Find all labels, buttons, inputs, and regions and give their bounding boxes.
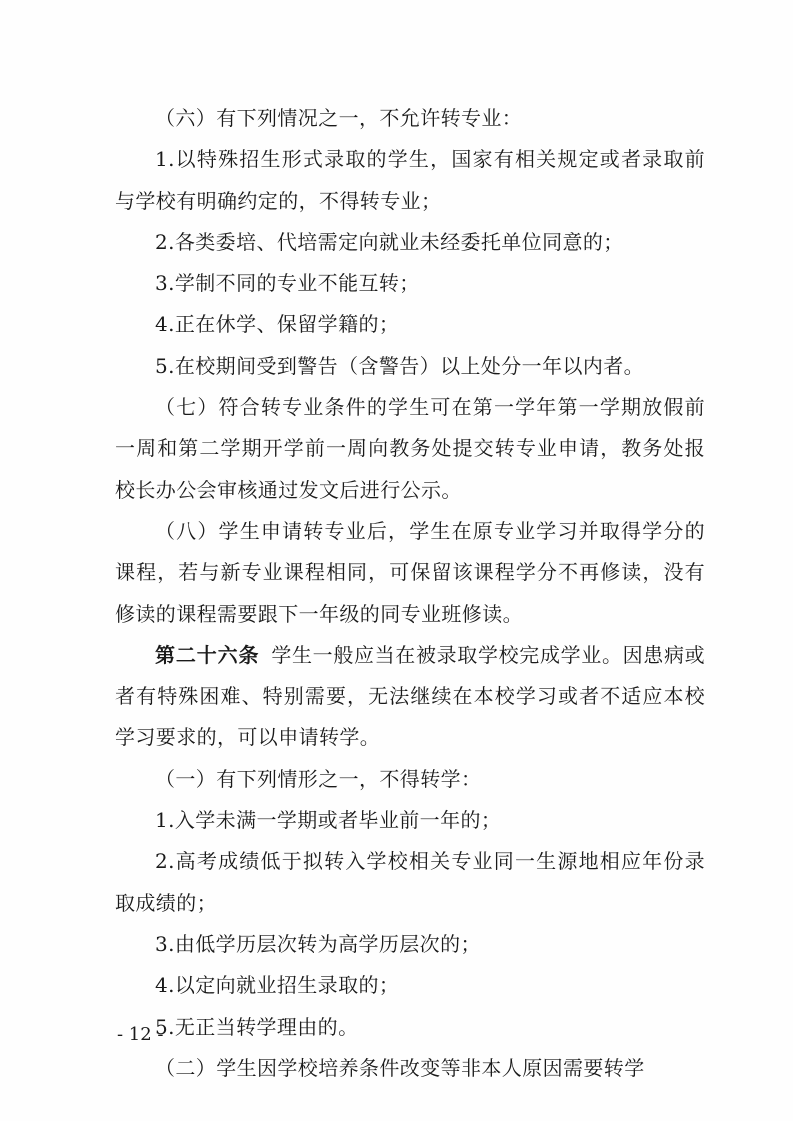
paragraph-text: 3.由低学历层次转为高学历层次的；	[155, 931, 481, 956]
paragraph-text: （七）符合转专业条件的学生可在第一学年第一学期放假前一周和第二学期开学前一周向教务处提交转专业申请，教务处报校长办公会审核通过发文后进行公示。	[115, 395, 705, 502]
paragraph-item	[115, 222, 705, 263]
page-number: - 12 -	[117, 1024, 164, 1045]
paragraph-item	[115, 965, 705, 1006]
paragraph-text: 1.以特殊招生形式录取的学生，国家有相关规定或者录取前与学校有明确约定的，不得转专业；	[115, 147, 705, 213]
paragraph-text: 5.在校期间受到警告（含警告）以上处分一年以内者。	[155, 353, 645, 378]
paragraph-item	[115, 346, 705, 387]
paragraph-1-heading	[115, 759, 705, 800]
document-body	[115, 98, 705, 1089]
article-number: 第二十六条	[155, 642, 260, 667]
paragraph-item	[115, 841, 705, 924]
paragraph-text: （八）学生申请转专业后，学生在原专业学习并取得学分的课程，若与新专业课程相同，可保留该课程学分不再修读，没有修读的课程需要跟下一年级的同专业班修读。	[115, 518, 705, 626]
paragraph-6-heading	[115, 98, 705, 139]
article-26	[115, 635, 705, 759]
paragraph-text: 2.高考成绩低于拟转入学校相关专业同一生源地相应年份录取成绩的；	[115, 849, 705, 915]
paragraph-text: 5.无正当转学理由的。	[155, 1014, 359, 1039]
paragraph-8	[115, 511, 705, 635]
paragraph-7	[115, 387, 705, 511]
paragraph-text: 2.各类委培、代培需定向就业未经委托单位同意的；	[155, 229, 624, 254]
paragraph-item	[115, 800, 705, 841]
paragraph-text: （六）有下列情况之一，不允许转专业：	[155, 106, 523, 130]
paragraph-item	[115, 263, 705, 304]
paragraph-text: （一）有下列情形之一，不得转学：	[155, 766, 482, 791]
paragraph-text: 1.入学未满一学期或者毕业前一年的；	[155, 808, 502, 833]
paragraph-text: 学生一般应当在被录取学校完成学业。因患病或者有特殊困难、特别需要，无法继续在本校学习或者不适应本校学习要求的，可以申请转学。	[115, 642, 706, 750]
paragraph-item	[115, 139, 705, 222]
paragraph-2-heading	[115, 1048, 705, 1089]
paragraph-text: 3.学制不同的专业不能互转；	[155, 271, 420, 296]
paragraph-item	[115, 304, 705, 345]
paragraph-item	[115, 924, 705, 965]
paragraph-text: （二）学生因学校培养条件改变等非本人原因需要转学	[155, 1055, 645, 1080]
paragraph-item	[115, 1007, 705, 1048]
paragraph-text: 4.正在休学、保留学籍的；	[155, 312, 400, 337]
paragraph-text: 4.以定向就业招生录取的；	[155, 973, 400, 998]
